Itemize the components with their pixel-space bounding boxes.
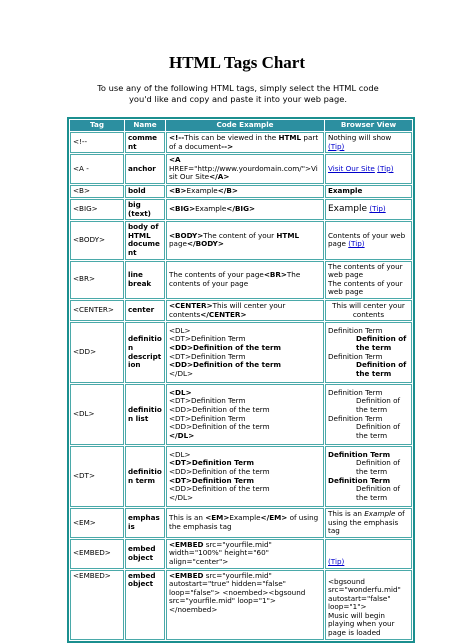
view-cell: This is an Example of using the emphasis tag	[325, 508, 412, 538]
table-row	[70, 261, 412, 299]
name-cell: comment	[125, 132, 165, 153]
tag-cell: <A -	[70, 154, 124, 184]
code-cell: <!--This can be viewed in the HTML part of a document-->	[166, 132, 324, 153]
tip-link[interactable]: (Tip)	[328, 141, 345, 151]
header-view: Browser View	[325, 120, 412, 131]
table-row	[70, 132, 412, 153]
tip-link[interactable]: (Tip)	[348, 239, 365, 249]
view-cell	[325, 539, 412, 569]
name-cell: definition term	[125, 446, 165, 507]
code-cell: <CENTER>This will center your contents</CENTER>	[166, 300, 324, 321]
tag-cell: <EMBED>	[70, 539, 124, 569]
name-cell: bold	[125, 185, 165, 198]
name-cell: embed object	[125, 539, 165, 569]
code-cell: <DL> <DT>Definition Term <DD>Definition of the term <DT>Definition Term <DD>Definition of the term </DL>	[166, 446, 324, 507]
table-row	[70, 221, 412, 259]
code-cell: This is an <EM>Example</EM> of using the emphasis tag	[166, 508, 324, 538]
table-row	[70, 508, 412, 538]
table-row	[70, 384, 412, 445]
tag-cell: <DL>	[70, 384, 124, 445]
html-tags-table	[67, 117, 415, 643]
code-cell: <DL> <DT>Definition Term <DD>Definition of the term <DT>Definition Term <DD>Definition of the term </DL>	[166, 322, 324, 383]
tip-link[interactable]: (Tip)	[369, 204, 386, 214]
header-row	[70, 120, 412, 131]
tag-cell: <BR>	[70, 261, 124, 299]
name-cell: line break	[125, 261, 165, 299]
tag-cell: <EMBED>	[70, 570, 124, 640]
name-cell: definition description	[125, 322, 165, 383]
table-row	[70, 446, 412, 507]
tag-cell: <BODY>	[70, 221, 124, 259]
code-cell: The contents of your page<BR>The contents of your page	[166, 261, 324, 299]
name-cell: big (text)	[125, 199, 165, 220]
header-name: Name	[125, 120, 165, 131]
view-cell: Example (Tip)	[325, 199, 412, 220]
view-cell: Definition Term Definition of the term Definition Term Definition of the term	[325, 446, 412, 507]
name-cell: definition list	[125, 384, 165, 445]
name-cell: emphasis	[125, 508, 165, 538]
view-cell	[325, 154, 412, 184]
view-cell: Definition Term Definition of the term Definition Term Definition of the term	[325, 384, 412, 445]
view-cell: The contents of your web page The contents of your web page	[325, 261, 412, 299]
intro-text: To use any of the following HTML tags, simply select the HTML code you'd like and copy and paste it into your web page.	[97, 83, 379, 104]
tag-cell: <DT>	[70, 446, 124, 507]
tag-cell: <BIG>	[70, 199, 124, 220]
table-row	[70, 154, 412, 184]
header-code: Code Example	[166, 120, 324, 131]
tip-link[interactable]: (Tip)	[328, 557, 345, 567]
tag-cell: <B>	[70, 185, 124, 198]
tag-cell: <DD>	[70, 322, 124, 383]
tip-link[interactable]: (Tip)	[377, 163, 394, 173]
visit-site-link[interactable]: Visit Our Site	[328, 163, 375, 173]
table-row	[70, 199, 412, 220]
table-row	[70, 570, 412, 640]
code-cell: <BODY>The content of your HTML page</BODY>	[166, 221, 324, 259]
code-cell: <A HREF="http://www.yourdomain.com/">Visit Our Site</A>	[166, 154, 324, 184]
table-row	[70, 322, 412, 383]
code-cell: <EMBED src="yourfile.mid" autostart="true" hidden="false" loop="false"> <noembed><bgsound src="yourfile.mid" loop="1"></noembed>	[166, 570, 324, 640]
name-cell: anchor	[125, 154, 165, 184]
view-cell: Definition Term Definition of the term Definition Term Definition of the term	[325, 322, 412, 383]
view-cell: Example	[325, 185, 412, 198]
header-tag: Tag	[70, 120, 124, 131]
code-cell: <B>Example</B>	[166, 185, 324, 198]
view-cell: This will center your contents	[325, 300, 412, 321]
tag-cell: <CENTER>	[70, 300, 124, 321]
code-cell: <BIG>Example</BIG>	[166, 199, 324, 220]
page-title: HTML Tags Chart	[168, 53, 306, 72]
tag-cell: <EM>	[70, 508, 124, 538]
code-cell: <EMBED src="yourfile.mid" width="100%" height="60" align="center">	[166, 539, 324, 569]
table-row	[70, 539, 412, 569]
name-cell: embed object	[125, 570, 165, 640]
name-cell: body of HTML document	[125, 221, 165, 259]
view-cell: Contents of your web page (Tip)	[325, 221, 412, 259]
table-row	[70, 185, 412, 198]
name-cell: center	[125, 300, 165, 321]
tag-cell: <!--	[70, 132, 124, 153]
view-cell: Nothing will show (Tip)	[325, 132, 412, 153]
table-row	[70, 300, 412, 321]
view-cell: <bgsound src="wonderfu.mid" autostart="false" loop="1"> Music will begin playing when your page is loaded	[325, 570, 412, 640]
code-cell: <DL> <DT>Definition Term <DD>Definition of the term <DT>Definition Term <DD>Definition of the term </DL>	[166, 384, 324, 445]
